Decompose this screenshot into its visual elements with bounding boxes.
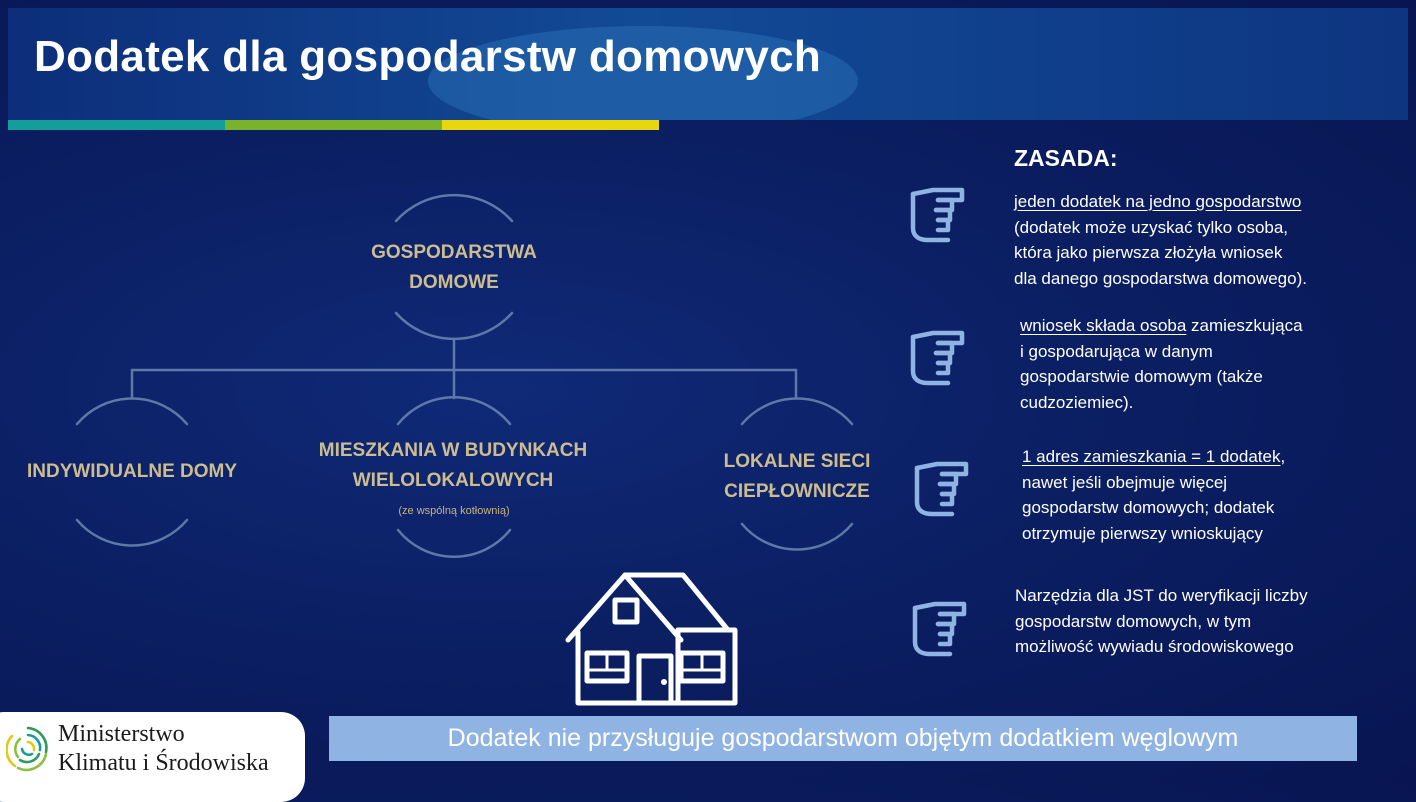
rule-3 [1022,444,1285,546]
rule-1-line4: dla danego gospodarstwa domowego). [1014,268,1307,288]
child-node-apartments-note: (ze wspólną kotłownią) [398,505,510,517]
pointing-hand-icon [908,184,968,244]
right-arc-bottom [742,524,852,550]
rule-3-line2: nawet jeśli obejmuje więcej [1022,472,1228,492]
child-node-heating-line1: LOKALNE SIECI [723,451,871,472]
right-arc-top [742,398,852,424]
rule-1-line3: która jako pierwsza złożyła wniosek [1014,243,1283,262]
rule-3-line4: otrzymuje pierwszy wnioskujący [1022,523,1263,543]
rule-1-underlined: jeden dodatek na jedno gospodarstwo [1014,192,1302,211]
rule-4-line3: możliwość wywiadu środowiskowego [1015,637,1294,656]
rule-2-line4: cudzoziemiec). [1020,392,1134,412]
child-node-houses-label: INDYWIDUALNE DOMY [26,461,238,482]
child-node-apartments-line1: MIESZKANIA W BUDYNKACH [318,440,588,461]
pointing-hand-icon [908,327,968,387]
rule-2 [1020,313,1303,415]
house-icon [563,570,743,710]
ministry-logo-line1: Ministerstwo [58,721,185,747]
rule-1 [1014,189,1307,291]
rule-2-underlined: wniosek składa osoba [1020,316,1187,335]
rule-4-line2: gospodarstw domowych, w tym [1015,611,1252,631]
left-arc-bottom [77,520,187,546]
root-node-line1: GOSPODARSTWA [371,242,537,263]
rule-4 [1015,583,1308,660]
rule-2-first-rest: zamieszkująca [1186,316,1303,335]
child-node-apartments [298,436,608,496]
rule-2-line3: gospodarstwie domowym (także [1020,367,1263,386]
pointing-hand-icon [912,458,972,518]
footer-notice [329,716,1357,761]
footer-notice-text: Dodatek nie przysługuje gospodarstwom objętym dodatkiem węglowym [447,724,1239,752]
page-title: Dodatek dla gospodarstw domowych [34,32,822,81]
root-node-line2: DOMOWE [409,272,499,293]
rule-3-line3: gospodarstw domowych; dodatek [1022,498,1275,517]
child-node-apartments-line2: WIELOLOKALOWYCH [352,470,554,491]
rule-3-first-rest: , [1280,447,1286,466]
zasada-heading: ZASADA: [1014,145,1118,171]
child-node-houses [2,457,262,487]
left-arc-top [77,398,187,424]
child-node-heating [682,447,912,507]
child-node-heating-line2: CIEPŁOWNICZE [724,481,870,502]
ministry-logo-line2: Klimatu i Środowiska [58,750,269,776]
rule-3-underlined: 1 adres zamieszkania = 1 dodatek [1022,447,1281,466]
ministry-logo-icon [6,724,50,774]
root-arc-top [396,195,512,221]
ministry-logo-text [58,720,269,778]
root-arc-bottom [396,313,512,339]
middle-arc-top [398,397,510,424]
rule-2-line2: i gospodarująca w danym [1020,341,1213,361]
rule-4-line1: Narzędzia dla JST do weryfikacji liczby [1015,586,1308,605]
rule-1-line2: (dodatek może uzyskać tylko osoba, [1014,217,1289,237]
middle-arc-bottom [398,530,510,557]
pointing-hand-icon [910,598,970,658]
root-node-label [334,238,574,298]
